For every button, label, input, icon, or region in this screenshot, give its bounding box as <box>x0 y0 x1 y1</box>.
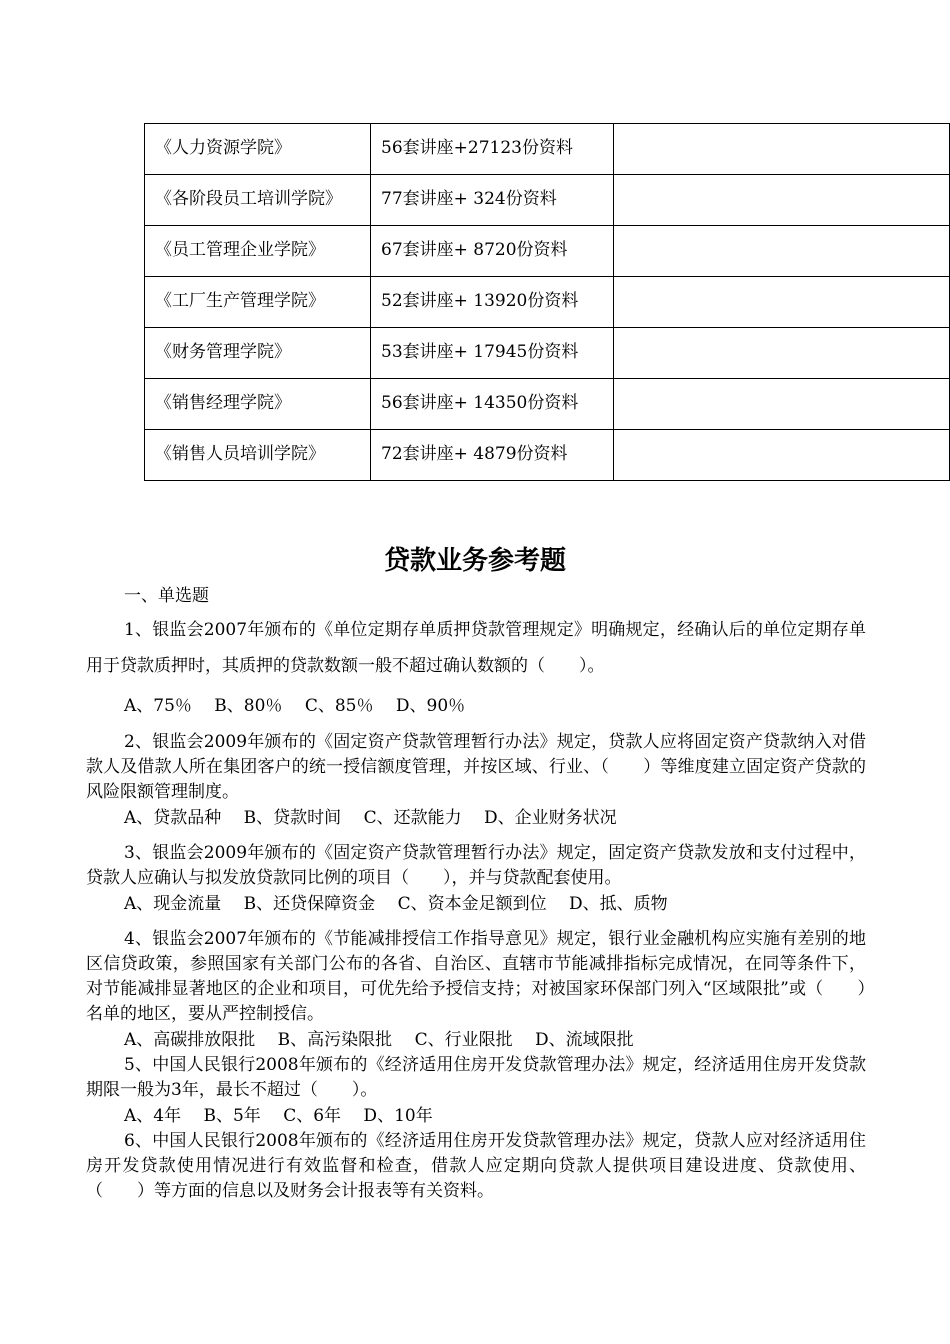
catalog-name-cell: 《财务管理学院》 <box>145 328 371 379</box>
question-options: A、高碳排放限批 B、高污染限批 C、行业限批 D、流域限批 <box>124 1030 634 1050</box>
catalog-note-cell <box>614 226 950 277</box>
question-2 <box>86 730 866 831</box>
catalog-table <box>144 123 950 481</box>
document-body <box>86 582 866 1204</box>
question-6 <box>86 1129 866 1204</box>
question-stem: 5、中国人民银行2008年颁布的《经济适用住房开发贷款管理办法》规定，经济适用住房开发贷款期限一般为3年，最长不超过（ ）。 <box>86 1055 866 1100</box>
catalog-row <box>145 277 950 328</box>
catalog-name-cell: 《销售人员培训学院》 <box>145 430 371 481</box>
question-stem: 6、中国人民银行2008年颁布的《经济适用住房开发贷款管理办法》规定，贷款人应对经济适用住房开发贷款使用情况进行有效监督和检查，借款人应定期向贷款人提供项目建设进度、贷款使用、（ ）等方面的信息以及财务会计报表等有关资料。 <box>86 1131 866 1201</box>
catalog-note-cell <box>614 328 950 379</box>
section-heading: 一、单选题 <box>124 586 209 606</box>
catalog-content-cell: 77套讲座+ 324份资料 <box>371 175 614 226</box>
catalog-row <box>145 226 950 277</box>
catalog-name-cell: 《销售经理学院》 <box>145 379 371 430</box>
catalog-name-cell: 《员工管理企业学院》 <box>145 226 371 277</box>
question-stem: 3、银监会2009年颁布的《固定资产贷款管理暂行办法》规定，固定资产贷款发放和支付过程中，贷款人应确认与拟发放贷款同比例的项目（ ），并与贷款配套使用。 <box>86 843 866 888</box>
question-5 <box>86 1053 866 1129</box>
catalog-note-cell <box>614 277 950 328</box>
question-4 <box>86 927 866 1053</box>
catalog-row <box>145 124 950 175</box>
catalog-row <box>145 175 950 226</box>
question-stem: 2、银监会2009年颁布的《固定资产贷款管理暂行办法》规定，贷款人应将固定资产贷款纳入对借款人及借款人所在集团客户的统一授信额度管理，并按区域、行业、（ ）等维度建立固定资产贷款的风险限额管理制度。 <box>86 732 866 802</box>
question-stem: 4、银监会2007年颁布的《节能减排授信工作指导意见》规定，银行业金融机构应实施有差别的地区信贷政策，参照国家有关部门公布的各省、自治区、直辖市节能减排指标完成情况，在同等条件下，对节能减排显著地区的企业和项目，可优先给予授信支持；对被国家环保部门列入“区域限批”或（ ）名单的地区，要从严控制授信。 <box>86 929 866 1024</box>
catalog-row <box>145 379 950 430</box>
question-options: A、贷款品种 B、贷款时间 C、还款能力 D、企业财务状况 <box>124 808 617 828</box>
catalog-content-cell: 67套讲座+ 8720份资料 <box>371 226 614 277</box>
question-options: A、75％ B、80％ C、85％ D、90％ <box>124 696 466 716</box>
question-1 <box>86 612 866 724</box>
question-options: A、4年 B、5年 C、6年 D、10年 <box>124 1106 433 1126</box>
catalog-content-cell: 56套讲座+ 14350份资料 <box>371 379 614 430</box>
question-3 <box>86 841 866 917</box>
catalog-note-cell <box>614 124 950 175</box>
catalog-note-cell <box>614 175 950 226</box>
catalog-content-cell: 56套讲座+27123份资料 <box>371 124 614 175</box>
catalog-note-cell <box>614 430 950 481</box>
catalog-name-cell: 《人力资源学院》 <box>145 124 371 175</box>
question-options: A、现金流量 B、还贷保障资金 C、资本金足额到位 D、抵、质物 <box>124 894 668 914</box>
document-title: 贷款业务参考题 <box>383 546 566 576</box>
catalog-note-cell <box>614 379 950 430</box>
catalog-content-cell: 72套讲座+ 4879份资料 <box>371 430 614 481</box>
catalog-name-cell: 《各阶段员工培训学院》 <box>145 175 371 226</box>
catalog-row <box>145 430 950 481</box>
catalog-row <box>145 328 950 379</box>
catalog-content-cell: 53套讲座+ 17945份资料 <box>371 328 614 379</box>
catalog-content-cell: 52套讲座+ 13920份资料 <box>371 277 614 328</box>
question-stem: 1、银监会2007年颁布的《单位定期存单质押贷款管理规定》明确规定，经确认后的单位定期存单用于贷款质押时，其质押的贷款数额一般不超过确认数额的（ ）。 <box>86 620 866 676</box>
catalog-name-cell: 《工厂生产管理学院》 <box>145 277 371 328</box>
